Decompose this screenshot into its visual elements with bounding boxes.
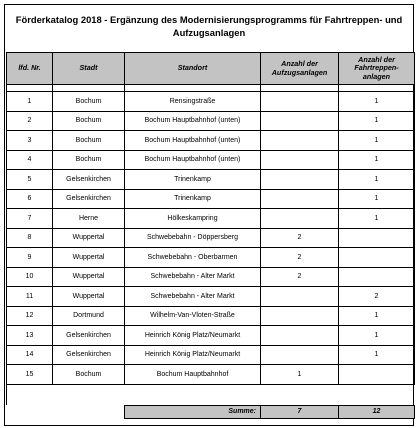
cell-aufzug: 2 <box>261 267 339 287</box>
cell-fahrtreppe: 1 <box>339 189 415 209</box>
cell-aufzug: 2 <box>261 248 339 268</box>
cell-standort: Bochum Hauptbahnhof (unten) <box>125 111 261 131</box>
cell-standort: Heinrich König Platz/Neumarkt <box>125 345 261 365</box>
summary-label: Summe: <box>125 405 261 418</box>
cell-stadt: Bochum <box>53 111 125 131</box>
document-title: Förderkatalog 2018 - Ergänzung des Modernisierungsprogramms für Fahrtreppen- und Aufzugsanlagen <box>15 14 403 38</box>
table-row <box>7 345 415 365</box>
cell-standort: Bochum Hauptbahnhof <box>125 365 261 385</box>
header-stadt: Stadt <box>53 53 125 85</box>
cell-standort: Schwebebahn - Alter Markt <box>125 267 261 287</box>
cell-nr: 3 <box>7 131 53 151</box>
cell-aufzug <box>261 111 339 131</box>
summary-aufzug: 7 <box>261 405 339 418</box>
cell-fahrtreppe: 1 <box>339 306 415 326</box>
cell-nr: 1 <box>7 92 53 112</box>
cell-aufzug <box>261 209 339 229</box>
cell-nr: 2 <box>7 111 53 131</box>
cell-standort: Bochum Hauptbahnhof (unten) <box>125 150 261 170</box>
cell-standort: Schwebebahn - Alter Markt <box>125 287 261 307</box>
table-row <box>7 170 415 190</box>
table-row <box>7 131 415 151</box>
cell-nr: 9 <box>7 248 53 268</box>
cell-fahrtreppe: 1 <box>339 111 415 131</box>
cell-stadt: Wuppertal <box>53 287 125 307</box>
header-fahrtreppe: Anzahl der Fahrtreppen-anlagen <box>339 53 415 85</box>
cell-nr: 7 <box>7 209 53 229</box>
funding-table <box>6 52 415 419</box>
spacer-row <box>7 384 415 405</box>
cell-fahrtreppe: 1 <box>339 209 415 229</box>
cell-standort: Hölkeskampring <box>125 209 261 229</box>
cell-aufzug <box>261 170 339 190</box>
table-row <box>7 365 415 385</box>
table-row <box>7 150 415 170</box>
table-row <box>7 228 415 248</box>
cell-nr: 14 <box>7 345 53 365</box>
cell-aufzug: 1 <box>261 365 339 385</box>
cell-fahrtreppe: 1 <box>339 326 415 346</box>
cell-aufzug <box>261 287 339 307</box>
cell-fahrtreppe: 1 <box>339 131 415 151</box>
cell-stadt: Wuppertal <box>53 248 125 268</box>
cell-standort: Bochum Hauptbahnhof (unten) <box>125 131 261 151</box>
cell-fahrtreppe <box>339 248 415 268</box>
cell-stadt: Herne <box>53 209 125 229</box>
cell-standort: Trinenkamp <box>125 189 261 209</box>
cell-stadt: Bochum <box>53 365 125 385</box>
table-row <box>7 189 415 209</box>
table-row <box>7 287 415 307</box>
cell-aufzug <box>261 306 339 326</box>
cell-stadt: Wuppertal <box>53 267 125 287</box>
cell-fahrtreppe: 2 <box>339 287 415 307</box>
header-standort: Standort <box>125 53 261 85</box>
cell-nr: 15 <box>7 365 53 385</box>
cell-standort: Heinrich König Platz/Neumarkt <box>125 326 261 346</box>
cell-nr: 5 <box>7 170 53 190</box>
cell-fahrtreppe <box>339 228 415 248</box>
cell-stadt: Gelsenkirchen <box>53 326 125 346</box>
cell-fahrtreppe: 1 <box>339 345 415 365</box>
table-row <box>7 92 415 112</box>
cell-nr: 8 <box>7 228 53 248</box>
table-row <box>7 326 415 346</box>
cell-stadt: Gelsenkirchen <box>53 345 125 365</box>
cell-stadt: Bochum <box>53 92 125 112</box>
cell-aufzug <box>261 345 339 365</box>
cell-fahrtreppe: 1 <box>339 150 415 170</box>
cell-aufzug <box>261 326 339 346</box>
cell-fahrtreppe <box>339 267 415 287</box>
cell-nr: 10 <box>7 267 53 287</box>
cell-aufzug <box>261 189 339 209</box>
header-aufzug: Anzahl der Aufzugsanlagen <box>261 53 339 85</box>
cell-nr: 13 <box>7 326 53 346</box>
cell-aufzug <box>261 92 339 112</box>
cell-fahrtreppe: 1 <box>339 170 415 190</box>
cell-stadt: Bochum <box>53 131 125 151</box>
cell-standort: Rensingstraße <box>125 92 261 112</box>
cell-stadt: Dortmund <box>53 306 125 326</box>
cell-nr: 12 <box>7 306 53 326</box>
cell-stadt: Gelsenkirchen <box>53 170 125 190</box>
gap-row <box>7 85 415 92</box>
cell-stadt: Wuppertal <box>53 228 125 248</box>
summary-row <box>7 405 415 418</box>
cell-standort: Schwebebahn - Döppersberg <box>125 228 261 248</box>
cell-stadt: Gelsenkirchen <box>53 189 125 209</box>
cell-aufzug <box>261 150 339 170</box>
cell-nr: 4 <box>7 150 53 170</box>
cell-nr: 11 <box>7 287 53 307</box>
table-row <box>7 248 415 268</box>
cell-standort: Trinenkamp <box>125 170 261 190</box>
cell-aufzug: 2 <box>261 228 339 248</box>
cell-fahrtreppe <box>339 365 415 385</box>
header-row <box>7 53 415 85</box>
table-row <box>7 209 415 229</box>
summary-fahrtreppe: 12 <box>339 405 415 418</box>
table-row <box>7 306 415 326</box>
cell-nr: 6 <box>7 189 53 209</box>
cell-stadt: Bochum <box>53 150 125 170</box>
cell-fahrtreppe: 1 <box>339 92 415 112</box>
cell-standort: Wilhelm-Van-Vloten-Straße <box>125 306 261 326</box>
cell-standort: Schwebebahn - Oberbarmen <box>125 248 261 268</box>
table-row <box>7 267 415 287</box>
cell-aufzug <box>261 131 339 151</box>
header-nr: lfd. Nr. <box>7 53 53 85</box>
table-row <box>7 111 415 131</box>
